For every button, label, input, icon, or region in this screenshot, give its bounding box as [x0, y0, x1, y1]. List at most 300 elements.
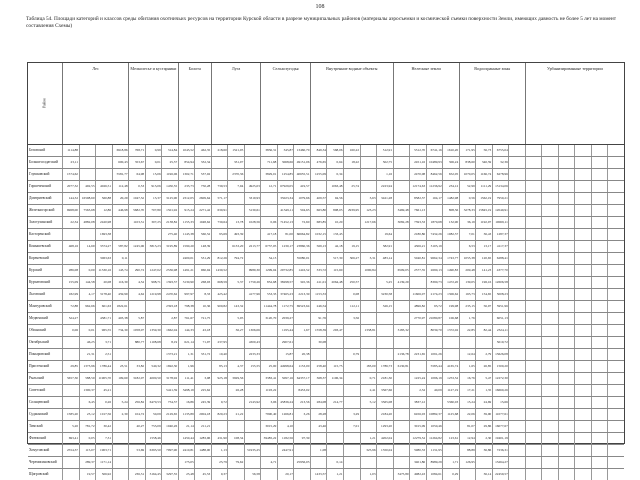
- table-cell: [508, 421, 525, 432]
- table-cell: 13626,08: [492, 349, 509, 360]
- table-cell: 3567,66: [376, 385, 393, 396]
- table-cell: 290,72: [128, 265, 145, 276]
- table-cell: [508, 157, 525, 168]
- table-cell: [310, 385, 327, 396]
- district-name: Фатежский: [29, 436, 47, 440]
- table-row: [28, 337, 624, 349]
- table-cell: 730,64: [211, 217, 228, 228]
- table-cell: [79, 229, 96, 240]
- table-cell: [227, 397, 244, 408]
- table-cell: [145, 301, 162, 312]
- table-cell: [62, 469, 79, 480]
- table-cell: 8989,29: [426, 457, 443, 468]
- table-cell: 1195,44: [277, 325, 294, 336]
- table-row: [28, 313, 624, 325]
- table-cell: 0,37: [211, 469, 228, 480]
- table-cell: [360, 277, 377, 288]
- table-cell: 218,60: [211, 145, 228, 156]
- table-cell: 3,31: [360, 253, 377, 264]
- table-cell: [607, 277, 624, 288]
- table-cell: 20,08: [95, 277, 112, 288]
- table-cell: 5,25: [376, 277, 393, 288]
- table-cell: [591, 181, 608, 192]
- table-cell: 1103,31: [128, 217, 145, 228]
- table-cell: 32,36: [492, 157, 509, 168]
- table-cell: 235,15: [459, 301, 476, 312]
- table-cell: 1488,00: [194, 445, 211, 456]
- table-cell: 5,05: [227, 313, 244, 324]
- table-cell: 3475,80: [393, 469, 410, 480]
- table-cell: 1,03: [360, 469, 377, 480]
- table-cell: [591, 385, 608, 396]
- table-cell: 2136,78: [393, 349, 410, 360]
- table-cell: [211, 157, 228, 168]
- table-cell: [426, 397, 443, 408]
- table-cell: 353,67: [128, 157, 145, 168]
- table-cell: 0,01: [79, 325, 96, 336]
- table-cell: [310, 433, 327, 444]
- table-cell: [574, 457, 591, 468]
- table-cell: [360, 241, 377, 252]
- table-cell: 6130,81: [393, 361, 410, 372]
- table-cell: 1759,26: [244, 277, 261, 288]
- table-cell: 707,80: [145, 205, 162, 216]
- table-cell: [607, 433, 624, 444]
- table-cell: [326, 385, 343, 396]
- table-cell: 2271,42: [194, 205, 211, 216]
- table-cell: [558, 469, 575, 480]
- table-cell: [244, 169, 261, 180]
- table-cell: [227, 469, 244, 480]
- table-cell: 1043,52: [178, 145, 195, 156]
- group-header-label: Урбанизированные территории: [546, 66, 603, 71]
- table-cell: 3401,86: [409, 457, 426, 468]
- table-cell: [360, 145, 377, 156]
- table-cell: 8,33: [194, 289, 211, 300]
- table-cell: 6737,05: [260, 241, 277, 252]
- table-cell: 45,21: [95, 385, 112, 396]
- table-cell: 28,28: [310, 409, 327, 420]
- table-cell: 3063,63: [95, 253, 112, 264]
- table-cell: 12279,52: [409, 433, 426, 444]
- group-header-label: Сельхозугодья: [272, 66, 299, 71]
- table-cell: [541, 457, 558, 468]
- table-cell: 1692,30: [161, 361, 178, 372]
- table-cell: 524,27: [62, 313, 79, 324]
- table-cell: [244, 373, 261, 384]
- table-cell: 3837,12: [409, 397, 426, 408]
- table-cell: [376, 469, 393, 480]
- table-cell: 3,56: [343, 313, 360, 324]
- table-cell: 7,01: [343, 421, 360, 432]
- table-cell: [194, 361, 211, 372]
- table-cell: [310, 181, 327, 192]
- table-cell: 4925,03: [244, 181, 261, 192]
- table-cell: 10,20: [326, 217, 343, 228]
- table-cell: [574, 241, 591, 252]
- table-cell: [607, 205, 624, 216]
- table-cell: [591, 205, 608, 216]
- table-cell: 0,99: [145, 145, 162, 156]
- table-cell: 1050,46: [426, 421, 443, 432]
- table-cell: [393, 145, 410, 156]
- table-cell: [558, 457, 575, 468]
- table-cell: 8039,70: [426, 325, 443, 336]
- table-cell: [62, 253, 79, 264]
- table-cell: 798,38: [178, 301, 195, 312]
- table-cell: 81,00: [277, 229, 294, 240]
- table-row: [28, 193, 624, 205]
- table-cell: 2470,62: [161, 289, 178, 300]
- table-cell: 25,37: [161, 157, 178, 168]
- table-cell: 3125,90: [161, 193, 178, 204]
- table-cell: [508, 301, 525, 312]
- table-cell: 11077,61: [492, 409, 509, 420]
- table-cell: 2324,11: [492, 325, 509, 336]
- table-cell: [508, 181, 525, 192]
- table-cell: 163,73: [459, 289, 476, 300]
- table-cell: [244, 421, 261, 432]
- table-cell: 0,79: [343, 349, 360, 360]
- table-cell: 568,06: [326, 145, 343, 156]
- table-cell: 6918,86: [112, 145, 129, 156]
- table-cell: 1070,05: [459, 169, 476, 180]
- table-cell: [508, 217, 525, 228]
- table-cell: [558, 301, 575, 312]
- table-cell: 1266,81: [277, 409, 294, 420]
- table-cell: [360, 289, 377, 300]
- table-cell: 116,30: [112, 277, 129, 288]
- table-cell: [227, 289, 244, 300]
- table-row: [28, 217, 624, 229]
- table-cell: [112, 349, 129, 360]
- table-cell: 446,98: [112, 205, 129, 216]
- table-cell: 2223,94: [376, 181, 393, 192]
- table-cell: 38298,57: [277, 277, 294, 288]
- table-cell: 24,69: [475, 397, 492, 408]
- table-cell: 15845,19: [475, 205, 492, 216]
- table-cell: 39485,22: [260, 433, 277, 444]
- table-cell: [360, 229, 377, 240]
- table-cell: 1306,06: [244, 325, 261, 336]
- group-header-9: [525, 63, 624, 144]
- table-cell: 2,41: [360, 385, 377, 396]
- table-cell: [244, 301, 261, 312]
- table-row: [28, 289, 624, 301]
- table-cell: 3230,58: [376, 289, 393, 300]
- table-row: [28, 229, 624, 241]
- table-cell: 21,22: [227, 409, 244, 420]
- district-name: Пристенский: [29, 364, 50, 368]
- table-cell: [591, 145, 608, 156]
- table-cell: [607, 361, 624, 372]
- table-cell: [128, 253, 145, 264]
- table-cell: [525, 289, 542, 300]
- table-cell: [442, 349, 459, 360]
- table-cell: [607, 193, 624, 204]
- table-cell: 3178,40: [95, 289, 112, 300]
- table-cell: [409, 337, 426, 348]
- table-cell: [343, 265, 360, 276]
- table-cell: 19,57: [79, 469, 96, 480]
- table-cell: 81,07: [459, 421, 476, 432]
- table-cell: 44998,64: [277, 361, 294, 372]
- table-cell: 3421,28: [376, 193, 393, 204]
- table-cell: 25936,03: [293, 457, 310, 468]
- table-cell: 734,30: [112, 325, 129, 336]
- table-cell: 5360,03: [442, 397, 459, 408]
- table-cell: 2470,08: [409, 169, 426, 180]
- table-cell: 512,91: [376, 145, 393, 156]
- table-cell: [376, 457, 393, 468]
- table-cell: 1048,62: [194, 217, 211, 228]
- table-cell: 250,57: [343, 277, 360, 288]
- table-cell: [525, 457, 542, 468]
- table-cell: [558, 205, 575, 216]
- table-cell: [558, 181, 575, 192]
- table-cell: 3,71: [95, 337, 112, 348]
- table-cell: [508, 397, 525, 408]
- table-cell: 1743,77: [442, 253, 459, 264]
- table-cell: 403,38: [112, 313, 129, 324]
- table-cell: [260, 205, 277, 216]
- table-cell: [376, 325, 393, 336]
- table-cell: 2181,30: [376, 373, 393, 384]
- table-cell: 52,99: [459, 181, 476, 192]
- table-cell: [574, 409, 591, 420]
- table-cell: [227, 421, 244, 432]
- table-cell: 1482,98: [442, 193, 459, 204]
- table-cell: 1562,19: [475, 193, 492, 204]
- table-cell: [112, 385, 129, 396]
- table-cell: [112, 229, 129, 240]
- table-cell: [310, 349, 327, 360]
- table-cell: 325,96: [360, 445, 377, 456]
- table-cell: [343, 469, 360, 480]
- district-name: Кореневский: [29, 256, 49, 260]
- table-cell: 3813,23: [145, 241, 162, 252]
- table-cell: [343, 385, 360, 396]
- table-cell: 582,91: [376, 241, 393, 252]
- table-cell: 1786,73: [376, 361, 393, 372]
- table-cell: 1106,34: [326, 373, 343, 384]
- table-cell: [343, 193, 360, 204]
- table-cell: 40,09: [426, 385, 443, 396]
- table-cell: [574, 313, 591, 324]
- table-cell: 838,60: [459, 157, 476, 168]
- table-cell: 36,86: [475, 445, 492, 456]
- table-cell: 1,67: [293, 325, 310, 336]
- table-cell: 66664,82: [293, 229, 310, 240]
- table-cell: 2231,65: [409, 349, 426, 360]
- table-cell: [260, 193, 277, 204]
- table-cell: [607, 325, 624, 336]
- table-cell: 67929,05: [277, 181, 294, 192]
- table-cell: [128, 433, 145, 444]
- table-cell: [277, 253, 294, 264]
- table-cell: 3130,90: [178, 277, 195, 288]
- table-cell: 1058,07: [128, 325, 145, 336]
- table-cell: 1196,06: [161, 169, 178, 180]
- table-cell: [508, 325, 525, 336]
- table-cell: 233,73: [178, 181, 195, 192]
- table-cell: 1558,39: [310, 325, 327, 336]
- table-cell: [227, 205, 244, 216]
- table-cell: [558, 193, 575, 204]
- table-cell: 1253,52: [442, 373, 459, 384]
- table-cell: [112, 445, 129, 456]
- table-cell: 36,19: [459, 217, 476, 228]
- table-cell: [558, 373, 575, 384]
- table-cell: [591, 301, 608, 312]
- table-cell: 43,18: [194, 325, 211, 336]
- table-cell: [326, 337, 343, 348]
- group-header-4: [211, 63, 261, 144]
- table-cell: 5421,39: [161, 385, 178, 396]
- table-cell: [211, 385, 228, 396]
- table-cell: 4202,04: [376, 433, 393, 444]
- table-cell: 93,72: [426, 301, 443, 312]
- table-cell: [244, 229, 261, 240]
- table-cell: 5130,61: [244, 205, 261, 216]
- table-row: [28, 373, 624, 385]
- table-cell: 139,05: [459, 277, 476, 288]
- table-cell: 1230,17: [277, 241, 294, 252]
- table-cell: 3015,09: [409, 421, 426, 432]
- table-cell: [508, 409, 525, 420]
- table-cell: [112, 469, 129, 480]
- table-cell: [607, 241, 624, 252]
- table-cell: [79, 157, 96, 168]
- table-cell: 64,98: [128, 169, 145, 180]
- table-cell: 13,17: [475, 241, 492, 252]
- table-cell: [541, 385, 558, 396]
- table-cell: [244, 457, 261, 468]
- table-cell: [376, 265, 393, 276]
- table-cell: 8462,56: [426, 169, 443, 180]
- table-cell: [591, 193, 608, 204]
- table-cell: [525, 229, 542, 240]
- table-cell: 5585,44: [426, 361, 443, 372]
- table-cell: [128, 385, 145, 396]
- table-cell: [277, 457, 294, 468]
- table-cell: 11905,70: [95, 373, 112, 384]
- table-cell: [525, 337, 542, 348]
- table-cell: [360, 157, 377, 168]
- table-cell: [360, 169, 377, 180]
- table-cell: 21080,87: [426, 313, 443, 324]
- table-cell: [426, 205, 443, 216]
- table-cell: 2939,95: [343, 205, 360, 216]
- table-cell: [558, 349, 575, 360]
- table-cell: [591, 277, 608, 288]
- table-cell: [541, 157, 558, 168]
- table-cell: [525, 181, 542, 192]
- table-cell: [525, 193, 542, 204]
- table-row: [28, 349, 624, 361]
- table-cell: [260, 325, 277, 336]
- table-cell: 1300,37: [79, 385, 96, 396]
- table-cell: [393, 169, 410, 180]
- table-cell: [62, 397, 79, 408]
- table-cell: 8,19: [161, 337, 178, 348]
- table-cell: [145, 253, 162, 264]
- table-cell: 761,67: [178, 313, 195, 324]
- table-cell: [525, 277, 542, 288]
- table-cell: [541, 289, 558, 300]
- table-cell: 3836,31: [260, 145, 277, 156]
- table-cell: 36,14: [475, 469, 492, 480]
- table-cell: 0,08: [343, 289, 360, 300]
- table-cell: 2213,77: [244, 241, 261, 252]
- table-cell: [541, 409, 558, 420]
- table-cell: 1350,04: [376, 445, 393, 456]
- table-cell: 16660,26: [492, 385, 509, 396]
- table-cell: [591, 409, 608, 420]
- table-cell: 7236,31: [492, 445, 509, 456]
- table-cell: 1501,92: [161, 205, 178, 216]
- table-cell: [442, 241, 459, 252]
- table-cell: 3103,19: [426, 241, 443, 252]
- table-cell: 2184,20: [376, 409, 393, 420]
- table-cell: 4982,43: [409, 469, 426, 480]
- district-name: Хомутовский: [29, 448, 50, 452]
- table-cell: 476,65: [310, 157, 327, 168]
- group-header-label: Нелесные земли: [411, 66, 441, 71]
- table-cell: 492,55: [79, 181, 96, 192]
- table-cell: [541, 469, 558, 480]
- table-row: [28, 301, 624, 313]
- table-cell: [574, 325, 591, 336]
- table-cell: [607, 469, 624, 480]
- table-cell: 1302,71: [178, 169, 195, 180]
- table-cell: 4300,43: [244, 337, 261, 348]
- table-cell: [128, 457, 145, 468]
- table-cell: [508, 265, 525, 276]
- group-header-label: Внутренние водные объекты: [326, 66, 378, 71]
- table-cell: [310, 253, 327, 264]
- table-cell: 2,30: [112, 409, 129, 420]
- table-cell: 462,35: [194, 145, 211, 156]
- table-cell: [607, 253, 624, 264]
- table-cell: 6,45: [79, 397, 96, 408]
- table-cell: 1,31: [178, 349, 195, 360]
- district-name: Суджанский: [29, 412, 48, 416]
- table-cell: 915,24: [178, 205, 195, 216]
- table-cell: [393, 241, 410, 252]
- table-cell: 2233,33: [244, 349, 261, 360]
- table-cell: 794,72: [227, 253, 244, 264]
- table-cell: [558, 289, 575, 300]
- group-header-2: [128, 63, 178, 144]
- group-header-6: [310, 63, 393, 144]
- table-cell: 45,53: [194, 469, 211, 480]
- table-cell: 5040,81: [409, 253, 426, 264]
- table-cell: 56,58: [244, 469, 261, 480]
- district-name: Обоянский: [29, 328, 46, 332]
- table-cell: 7393,33: [409, 217, 426, 228]
- table-cell: [161, 457, 178, 468]
- table-cell: [95, 157, 112, 168]
- table-cell: 11330,16: [95, 265, 112, 276]
- table-cell: 15,87: [277, 349, 294, 360]
- table-cell: [145, 457, 162, 468]
- table-cell: 6133,20: [227, 241, 244, 252]
- table-cell: 1662,04: [161, 325, 178, 336]
- table-cell: 721,75: [194, 313, 211, 324]
- table-cell: [591, 253, 608, 264]
- table-cell: 41349,11: [277, 205, 294, 216]
